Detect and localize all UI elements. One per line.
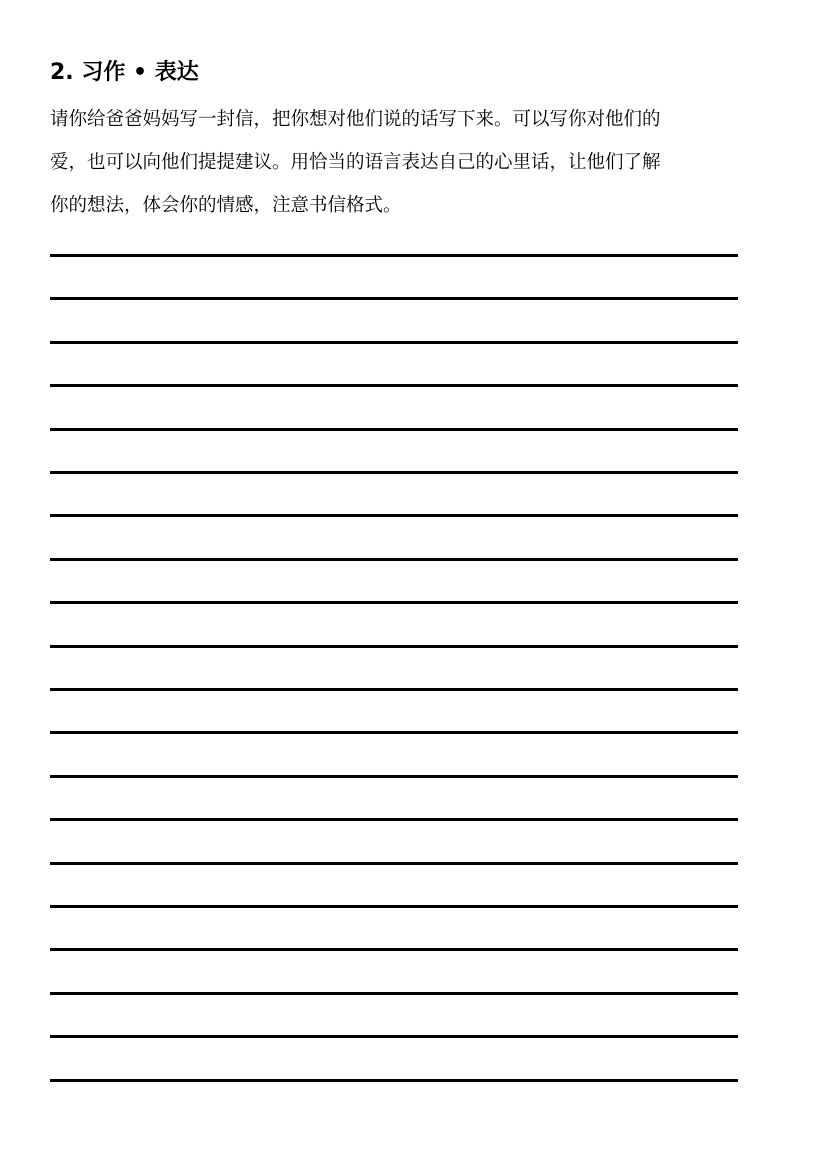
writing-line — [50, 1035, 738, 1038]
writing-line — [50, 688, 738, 691]
writing-line — [50, 818, 738, 821]
instructions-paragraph — [50, 98, 780, 227]
writing-line — [50, 601, 738, 604]
writing-line — [50, 948, 738, 951]
writing-line — [50, 905, 738, 908]
writing-line — [50, 514, 738, 517]
instruction-line: 爱，也可以向他们提提建议。用恰当的语言表达自己的心里话，让他们了解 — [50, 152, 661, 173]
instruction-line: 你的想法，体会你的情感，注意书信格式。 — [50, 195, 402, 216]
writing-line — [50, 341, 738, 344]
writing-line — [50, 992, 738, 995]
writing-line — [50, 254, 738, 257]
writing-line — [50, 384, 738, 387]
writing-line — [50, 297, 738, 300]
writing-line — [50, 558, 738, 561]
writing-line — [50, 862, 738, 865]
writing-line — [50, 1079, 738, 1082]
instruction-line: 请你给爸爸妈妈写一封信，把你想对他们说的话写下来。可以写你对他们的 — [50, 109, 661, 130]
writing-line — [50, 645, 738, 648]
section-heading: 2. 习作 • 表达 — [50, 60, 199, 85]
writing-line — [50, 428, 738, 431]
writing-line — [50, 471, 738, 474]
writing-line — [50, 775, 738, 778]
writing-line — [50, 731, 738, 734]
